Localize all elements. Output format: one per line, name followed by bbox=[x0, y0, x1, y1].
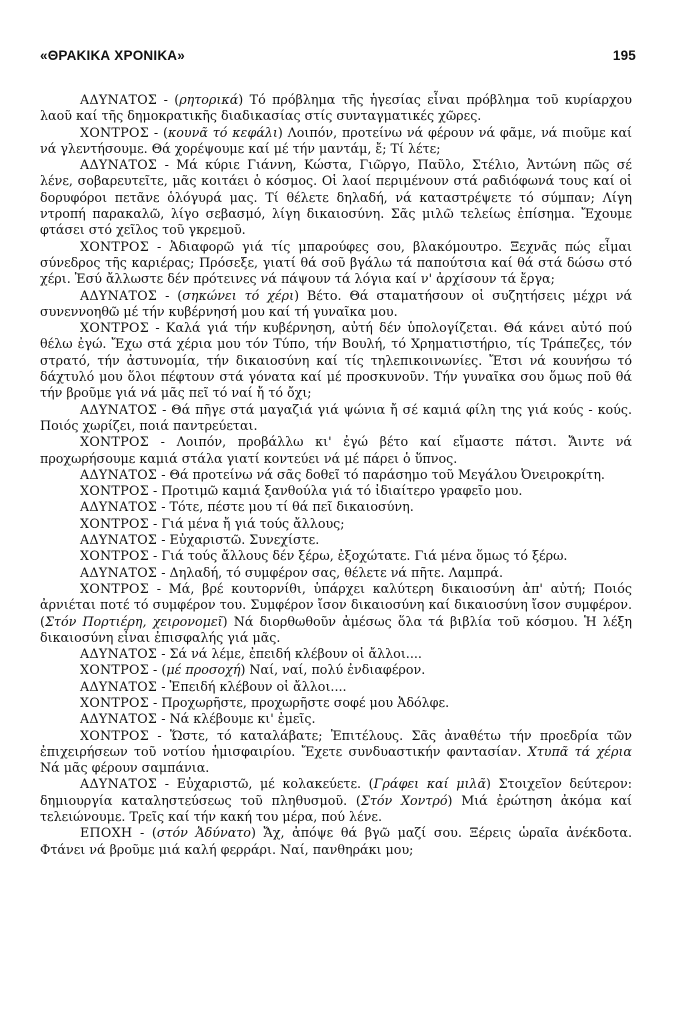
dialogue-line: ΕΠΟΧΗ - (στόν Ἀδύνατο) Ἄχ, ἀπόψε θά βγῶ μαζί σου. Ξέρεις ὡραῖα ἀνέκδοτα. Φτάνει νά βροῦμε μιά καλή φερράρι. Ναί, πανθηράκι μου; bbox=[40, 825, 632, 857]
dialogue-line bbox=[40, 776, 632, 825]
speaker-name: ΑΔΥΝΑΤΟΣ bbox=[80, 401, 158, 417]
line-text: - Ὥστε, τό καταλάβατε; Ἐπιτέλους. Σᾶς ἀναθέτω τήν προεδρία τῶν ἐπιχειρήσεων τοῦ νοτίου ἡμισφαιρίου. Ἔχετε συνδυαστικήν φαντασίαν. bbox=[40, 727, 632, 759]
stage-direction: Χτυπᾶ τά χέρια bbox=[527, 743, 632, 759]
line-text: - Μά κύριε Γιάννη, Κώστα, Γιῶργο, Παῦλο, Στέλιο, Ἀντώνη πῶς σέ λένε, σοβαρευτεῖτε, μᾶς κοιτάει ὁ κόσμος. Οἱ λαοί περιμένουν στά ραδιόφωνά τους καί οἱ δορυφόροι πετᾶνε ὁλόγυρά μας. Τί θέλετε δηλαδή, νά καταστρέψετε τό σύμπαν; Λίγη ντροπή παρακαλῶ, λίγο σεβασμό, λίγη δικαιοσύνη. Σᾶς μιλῶ τελείως ἐπίσημα. Ἔχουμε φτάσει στό χεῖλος τοῦ γκρεμοῦ. bbox=[40, 157, 632, 238]
dialogue-line: ΧΟΝΤΡΟΣ - (μέ προσοχή) Ναί, ναί, πολύ ἐνδιαφέρον. bbox=[80, 662, 426, 678]
dialogue-line bbox=[40, 467, 632, 483]
speaker-name: ΑΔΥΝΑΤΟΣ bbox=[80, 678, 158, 694]
dialogue-line bbox=[40, 239, 632, 288]
dialogue-line bbox=[40, 483, 632, 499]
line-text: - Νά κλέβουμε κι' ἐμεῖς. bbox=[157, 711, 316, 727]
speaker-name: ΑΔΥΝΑΤΟΣ bbox=[80, 646, 158, 662]
speaker-name: ΧΟΝΤΡΟΣ bbox=[80, 483, 150, 499]
dialogue-line: ΑΔΥΝΑΤΟΣ - (σηκώνει τό χέρι) Βέτο. Θά σταματήσουν οἱ συζητήσεις μέχρι νά συνεννοηθῶ μέ τήν κυβέρνησή μου καί τή γυναῖκα μου. bbox=[40, 287, 633, 319]
line-text: - Μά, βρέ κουτορνίθι, ὑπάρχει καλύτερη δικαιοσύνη ἀπ' αὐτή; Ποιός ἀρνιέται ποτέ τό συμφέρον του. Συμφέρον ἴσον δικαιοσύνη καί δικαιοσύνη ἴσον συμφέρον. ( bbox=[40, 580, 632, 629]
dialogue-line bbox=[40, 695, 632, 711]
dialogue-line bbox=[40, 711, 632, 727]
running-header bbox=[40, 48, 636, 63]
stage-direction: κουνᾶ τό κεφάλι bbox=[167, 124, 278, 140]
line-text: - Θά προτείνω νά σᾶς δοθεῖ τό παράσημο τοῦ Μεγάλου Ὀνειροκρίτη. bbox=[157, 466, 605, 482]
line-text: ) Λοιπόν, προτείνω νά φέρουν νά φᾶμε, νά πιοῦμε καί νά γλεντήσουμε. Θά χορέψουμε καί μέ τήν μαντάμ, ἔ; Τί λέτε; bbox=[40, 124, 632, 156]
line-text: - Γιά τούς ἄλλους δέν ξέρω, ἐξοχώτατε. Γιά μένα ὅμως τό ξέρω. bbox=[149, 548, 568, 564]
dialogue-line bbox=[40, 728, 632, 777]
speaker-name: ΑΔΥΝΑΤΟΣ bbox=[80, 776, 158, 792]
speaker-name: ΑΔΥΝΑΤΟΣ bbox=[80, 466, 158, 482]
line-text: - Εὐχαριστῶ. Συνεχίστε. bbox=[157, 532, 320, 548]
dialogue-line bbox=[40, 565, 632, 581]
speaker-name: ΕΠΟΧΗ bbox=[80, 825, 133, 841]
page-number: 195 bbox=[612, 48, 636, 63]
line-text: ) Τό πρόβλημα τῆς ἡγεσίας εἶναι πρόβλημα τοῦ κυρίαρχου λαοῦ καί τῆς δημοκρατικῆς διαδικασίας στίς συνταγματικές χῶρες. bbox=[40, 92, 632, 124]
line-text: ) Στοιχεῖον δεύτερον: δημιουργία καταληστεύσεως τοῦ πληθυσμοῦ. ( bbox=[40, 776, 632, 808]
line-text: - Θά πῆγε στά μαγαζιά γιά ψώνια ἤ σέ καμιά φίλη της γιά κούς - κούς. Ποιός χωρίζει, ποιά παντρεύεται. bbox=[40, 401, 632, 433]
line-text: - Γιά μένα ἤ γιά τούς ἄλλους; bbox=[149, 515, 345, 531]
stage-direction: Στόν Πορτιέρη, χειρονομεῖ bbox=[44, 613, 223, 629]
line-text: - Λοιπόν, προβάλλω κι' ἐγώ βέτο καί εἴμαστε πάτσι. Ἄιντε νά προχωρήσουμε καμιά στάλα γιατί κοντεύει νά μέ πάρει ὁ ὕπνος. bbox=[40, 434, 632, 466]
dialogue-line bbox=[40, 581, 632, 646]
dialogue-line bbox=[40, 157, 632, 238]
speaker-name: ΑΔΥΝΑΤΟΣ bbox=[80, 711, 158, 727]
dialogue-line: ΑΔΥΝΑΤΟΣ - (ρητορικά) Τό πρόβλημα τῆς ἡγεσίας εἶναι πρόβλημα τοῦ κυρίαρχου λαοῦ καί τῆς δημοκρατικῆς διαδικασίας στίς συνταγματικές χῶρες. bbox=[40, 92, 632, 124]
speaker-name: ΧΟΝΤΡΟΣ bbox=[80, 727, 150, 743]
line-text: - Τότε, πέστε μου τί θά πεῖ δικαιοσύνη. bbox=[157, 499, 414, 515]
line-text: - Καλά γιά τήν κυβέρνηση, αὐτή δέν ὑπολογίζεται. Θά κάνει αὐτό πού θέλω ἐγώ. Ἔχω στά χέρια μου τόν Τύπο, τήν Βουλή, τό Χρηματιστήριο, τίς Τράπεζες, τόν στρατό, τήν ἀστυνομία, τήν δικαιοσύνη καί τίς τηλεπικοινωνίες. Ἔτσι νά κουνήσω τό δάχτυλό μου ὅλοι πέφτουν στά γόνατα καί μέ προσκυνοῦν. Τήν γυναῖκα σου ὅμως ποῦ θά τήν βροῦμε γιά νά μᾶς πεῖ τό ναί ἤ τό ὄχι; bbox=[40, 320, 632, 401]
speaker-name: ΧΟΝΤΡΟΣ bbox=[80, 580, 150, 596]
stage-direction: Στόν Χοντρό bbox=[360, 792, 448, 808]
speaker-name: ΧΟΝΤΡΟΣ bbox=[80, 662, 150, 678]
line-text: ) Ναί, ναί, πολύ ἐνδιαφέρον. bbox=[240, 662, 426, 678]
dialogue-line bbox=[40, 516, 632, 532]
speaker-name: ΧΟΝΤΡΟΣ bbox=[80, 124, 150, 140]
speaker-name: ΑΔΥΝΑΤΟΣ bbox=[80, 532, 158, 548]
stage-direction: ρητορικά bbox=[179, 92, 239, 107]
line-text: ) Μιά ἐρώτηση ἀκόμα καί τελειώνουμε. Τρεῖς καί τήν κακή του μέρα, πού λένε. bbox=[40, 792, 632, 825]
speaker-name: ΑΔΥΝΑΤΟΣ bbox=[80, 92, 158, 107]
line-text: - Ἐπειδή κλέβουν οἱ ἄλλοι.... bbox=[157, 678, 347, 694]
line-text: - Ἀδιαφορῶ γιά τίς μπαρούφες σου, βλακόμουτρο. Ξεχνᾶς πώς εἶμαι σύνεδρος τῆς καριέρας; Πρόσεξε, γιατί θά σοῦ βγάλω τά παπούτσια καί θά στά δώσω στό χέρι. Ἐσύ ἄλλωστε δέν πρότεινες νά πάψουν τά λόγια καί ν' ἀρχίσουν τά ἔργα; bbox=[40, 238, 632, 287]
stage-direction: μέ προσοχή bbox=[166, 662, 241, 678]
dialogue-line bbox=[40, 548, 632, 564]
line-text: - Σά νά λέμε, ἐπειδή κλέβουν οἱ ἄλλοι.... bbox=[157, 646, 422, 662]
dialogue-line bbox=[40, 646, 632, 662]
stage-direction: Γράφει καί μιλᾶ bbox=[373, 776, 487, 792]
line-text: - Προχωρῆστε, προχωρῆστε σοφέ μου Ἀδόλφε. bbox=[149, 694, 450, 710]
speaker-name: ΑΔΥΝΑΤΟΣ bbox=[80, 499, 158, 515]
dialogue-line bbox=[40, 320, 632, 401]
line-text: - Δηλαδή, τό συμφέρον σας, θέλετε νά πῆτε. Λαμπρά. bbox=[157, 564, 503, 580]
line-text: - Εὐχαριστῶ, μέ κολακεύετε. ( bbox=[157, 776, 374, 792]
dialogue-line bbox=[40, 679, 632, 695]
speaker-name: ΑΔΥΝΑΤΟΣ bbox=[80, 287, 158, 303]
line-text: - Προτιμῶ καμιά ξανθούλα γιά τό ἰδιαίτερο γραφεῖο μου. bbox=[149, 483, 523, 499]
speaker-name: ΧΟΝΤΡΟΣ bbox=[80, 238, 150, 254]
speaker-name: ΧΟΝΤΡΟΣ bbox=[80, 694, 150, 710]
dialogue-line bbox=[40, 434, 632, 467]
speaker-name: ΧΟΝΤΡΟΣ bbox=[80, 434, 150, 450]
speaker-name: ΧΟΝΤΡΟΣ bbox=[80, 320, 150, 336]
line-text: Νά μᾶς φέρουν σαμπάνια. bbox=[40, 760, 210, 776]
dialogue-line bbox=[40, 532, 632, 548]
speaker-name: ΑΔΥΝΑΤΟΣ bbox=[80, 564, 158, 580]
dialogue-line bbox=[40, 402, 632, 435]
stage-direction: σηκώνει τό χέρι bbox=[182, 287, 295, 303]
speaker-name: ΧΟΝΤΡΟΣ bbox=[80, 515, 150, 531]
dialogue-line: ΧΟΝΤΡΟΣ - (κουνᾶ τό κεφάλι) Λοιπόν, προτείνω νά φέρουν νά φᾶμε, νά πιοῦμε καί νά γλεντήσουμε. Θά χορέψουμε καί μέ τήν μαντάμ, ἔ; Τί λέτε; bbox=[40, 124, 632, 156]
dialogue-body bbox=[40, 92, 632, 858]
line-text: ) Νά διορθωθοῦν ἀμέσως ὅλα τά βιβλία τοῦ κόσμου. Ἡ λέξη δικαιοσύνη εἶναι ἐπισφαλής γιά μᾶς. bbox=[40, 613, 632, 645]
dialogue-line bbox=[40, 499, 632, 515]
speaker-name: ΧΟΝΤΡΟΣ bbox=[80, 548, 150, 564]
speaker-name: ΑΔΥΝΑΤΟΣ bbox=[80, 157, 158, 173]
stage-direction: στόν Ἀδύνατο bbox=[156, 825, 251, 841]
journal-title: «ΘΡΑΚΙΚΑ ΧΡΟΝΙΚΑ» bbox=[40, 48, 185, 63]
line-text: ) Ἄχ, ἀπόψε θά βγῶ μαζί σου. Ξέρεις ὡραῖα ἀνέκδοτα. Φτάνει νά βροῦμε μιά καλή φερράρι. Ναί, πανθηράκι μου; bbox=[40, 825, 632, 857]
line-text: ) Βέτο. Θά σταματήσουν οἱ συζητήσεις μέχρι νά συνεννοηθῶ μέ τήν κυβέρνησή μου καί τή γυναῖκα μου. bbox=[40, 287, 633, 319]
